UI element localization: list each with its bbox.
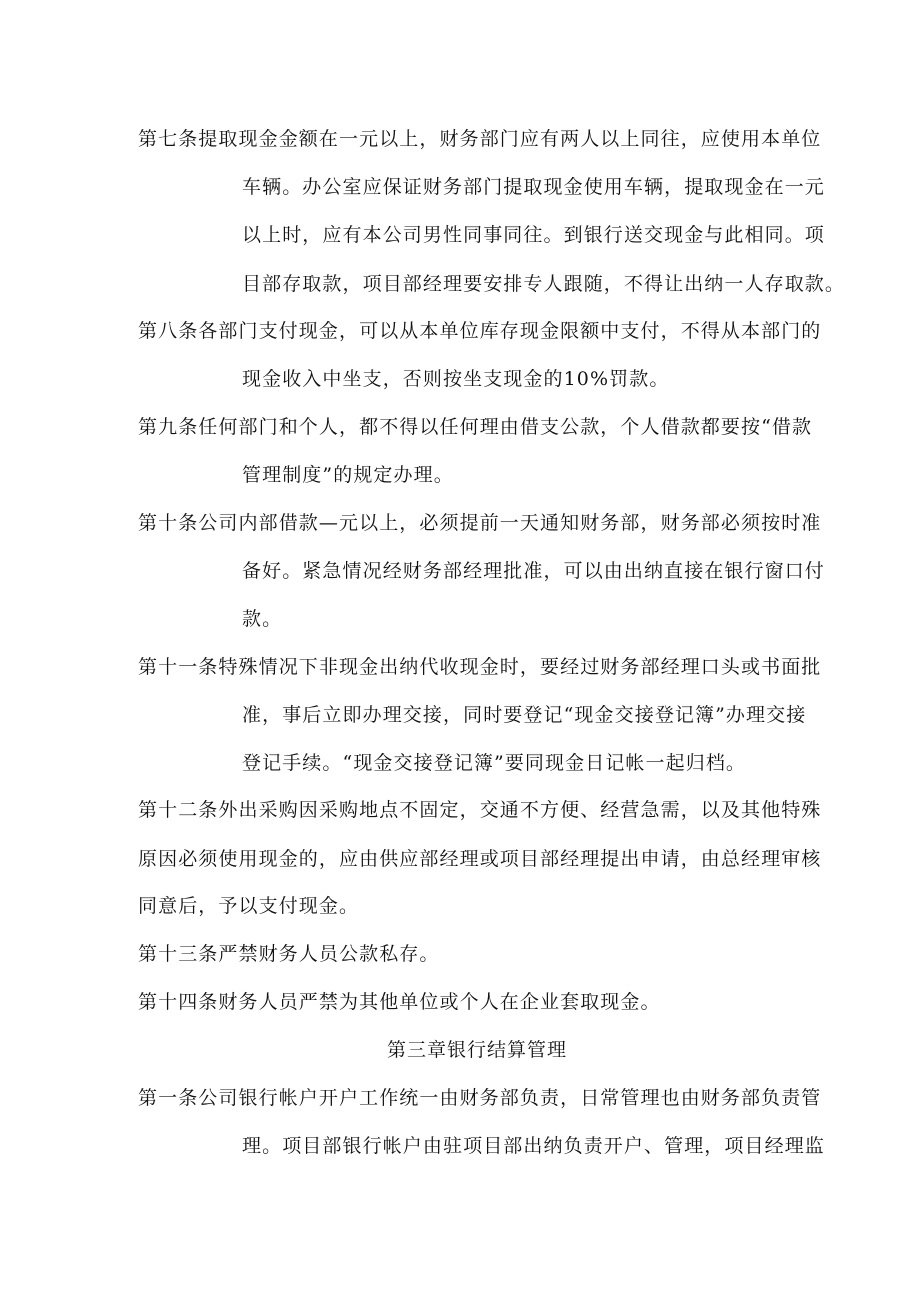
article-11-line-3: 登记手续。“现金交接登记簿”要同现金日记帐一起归档。 bbox=[242, 752, 747, 774]
article-8-line-1: 第八条各部门支付现金，可以从本单位库存现金限额中支付，不得从本部门的 bbox=[138, 320, 822, 342]
article-8-line-2: 现金收入中坐支，否则按坐支现金的10%罚款。 bbox=[242, 368, 670, 390]
article-7-line-1: 第七条提取现金金额在一元以上，财务部门应有两人以上同往，应使用本单位 bbox=[138, 128, 822, 150]
article-7-line-2: 车辆。办公室应保证财务部门提取现金使用车辆，提取现金在一元 bbox=[242, 176, 825, 198]
article-9-line-1: 第九条任何部门和个人，都不得以任何理由借支公款，个人借款都要按“借款 bbox=[138, 416, 813, 438]
article-7-line-3: 以上时，应有本公司男性同事同往。到银行送交现金与此相同。项 bbox=[242, 224, 825, 246]
article-11-line-2: 准，事后立即办理交接，同时要登记“现金交接登记簿”办理交接 bbox=[242, 704, 807, 726]
article-14-line-1: 第十四条财务人员严禁为其他单位或个人在企业套取现金。 bbox=[138, 991, 661, 1013]
article-13-line-1: 第十三条严禁财务人员公款私存。 bbox=[138, 943, 440, 965]
article-10-line-3: 款。 bbox=[242, 608, 283, 630]
article-9-line-2: 管理制度”的规定办理。 bbox=[242, 464, 454, 486]
article-11-line-1: 第十一条特殊情况下非现金出纳代收现金时，要经过财务部经理口头或书面批 bbox=[138, 656, 822, 678]
chapter-3-article-1-line-2: 理。项目部银行帐户由驻项目部出纳负责开户、管理，项目经理监 bbox=[242, 1135, 825, 1157]
chapter-3-article-1-line-1: 第一条公司银行帐户开户工作统一由财务部负责，日常管理也由财务部负责管 bbox=[138, 1087, 822, 1109]
chapter-3-heading: 第三章银行结算管理 bbox=[387, 1039, 568, 1061]
article-12-line-2: 原因必须使用现金的，应由供应部经理或项目部经理提出申请，由总经理审核 bbox=[138, 848, 822, 870]
article-7-line-4: 目部存取款，项目部经理要安排专人跟随，不得让出纳一人存取款。 bbox=[242, 273, 846, 295]
article-12-line-1: 第十二条外出采购因采购地点不固定，交通不方便、经营急需，以及其他特殊 bbox=[138, 799, 822, 821]
article-12-line-3: 同意后，予以支付现金。 bbox=[138, 895, 360, 917]
article-10-line-1: 第十条公司内部借款—元以上，必须提前一天通知财务部，财务部必须按时准 bbox=[138, 512, 822, 534]
article-10-line-2: 备好。紧急情况经财务部经理批准，可以由出纳直接在银行窗口付 bbox=[242, 560, 825, 582]
